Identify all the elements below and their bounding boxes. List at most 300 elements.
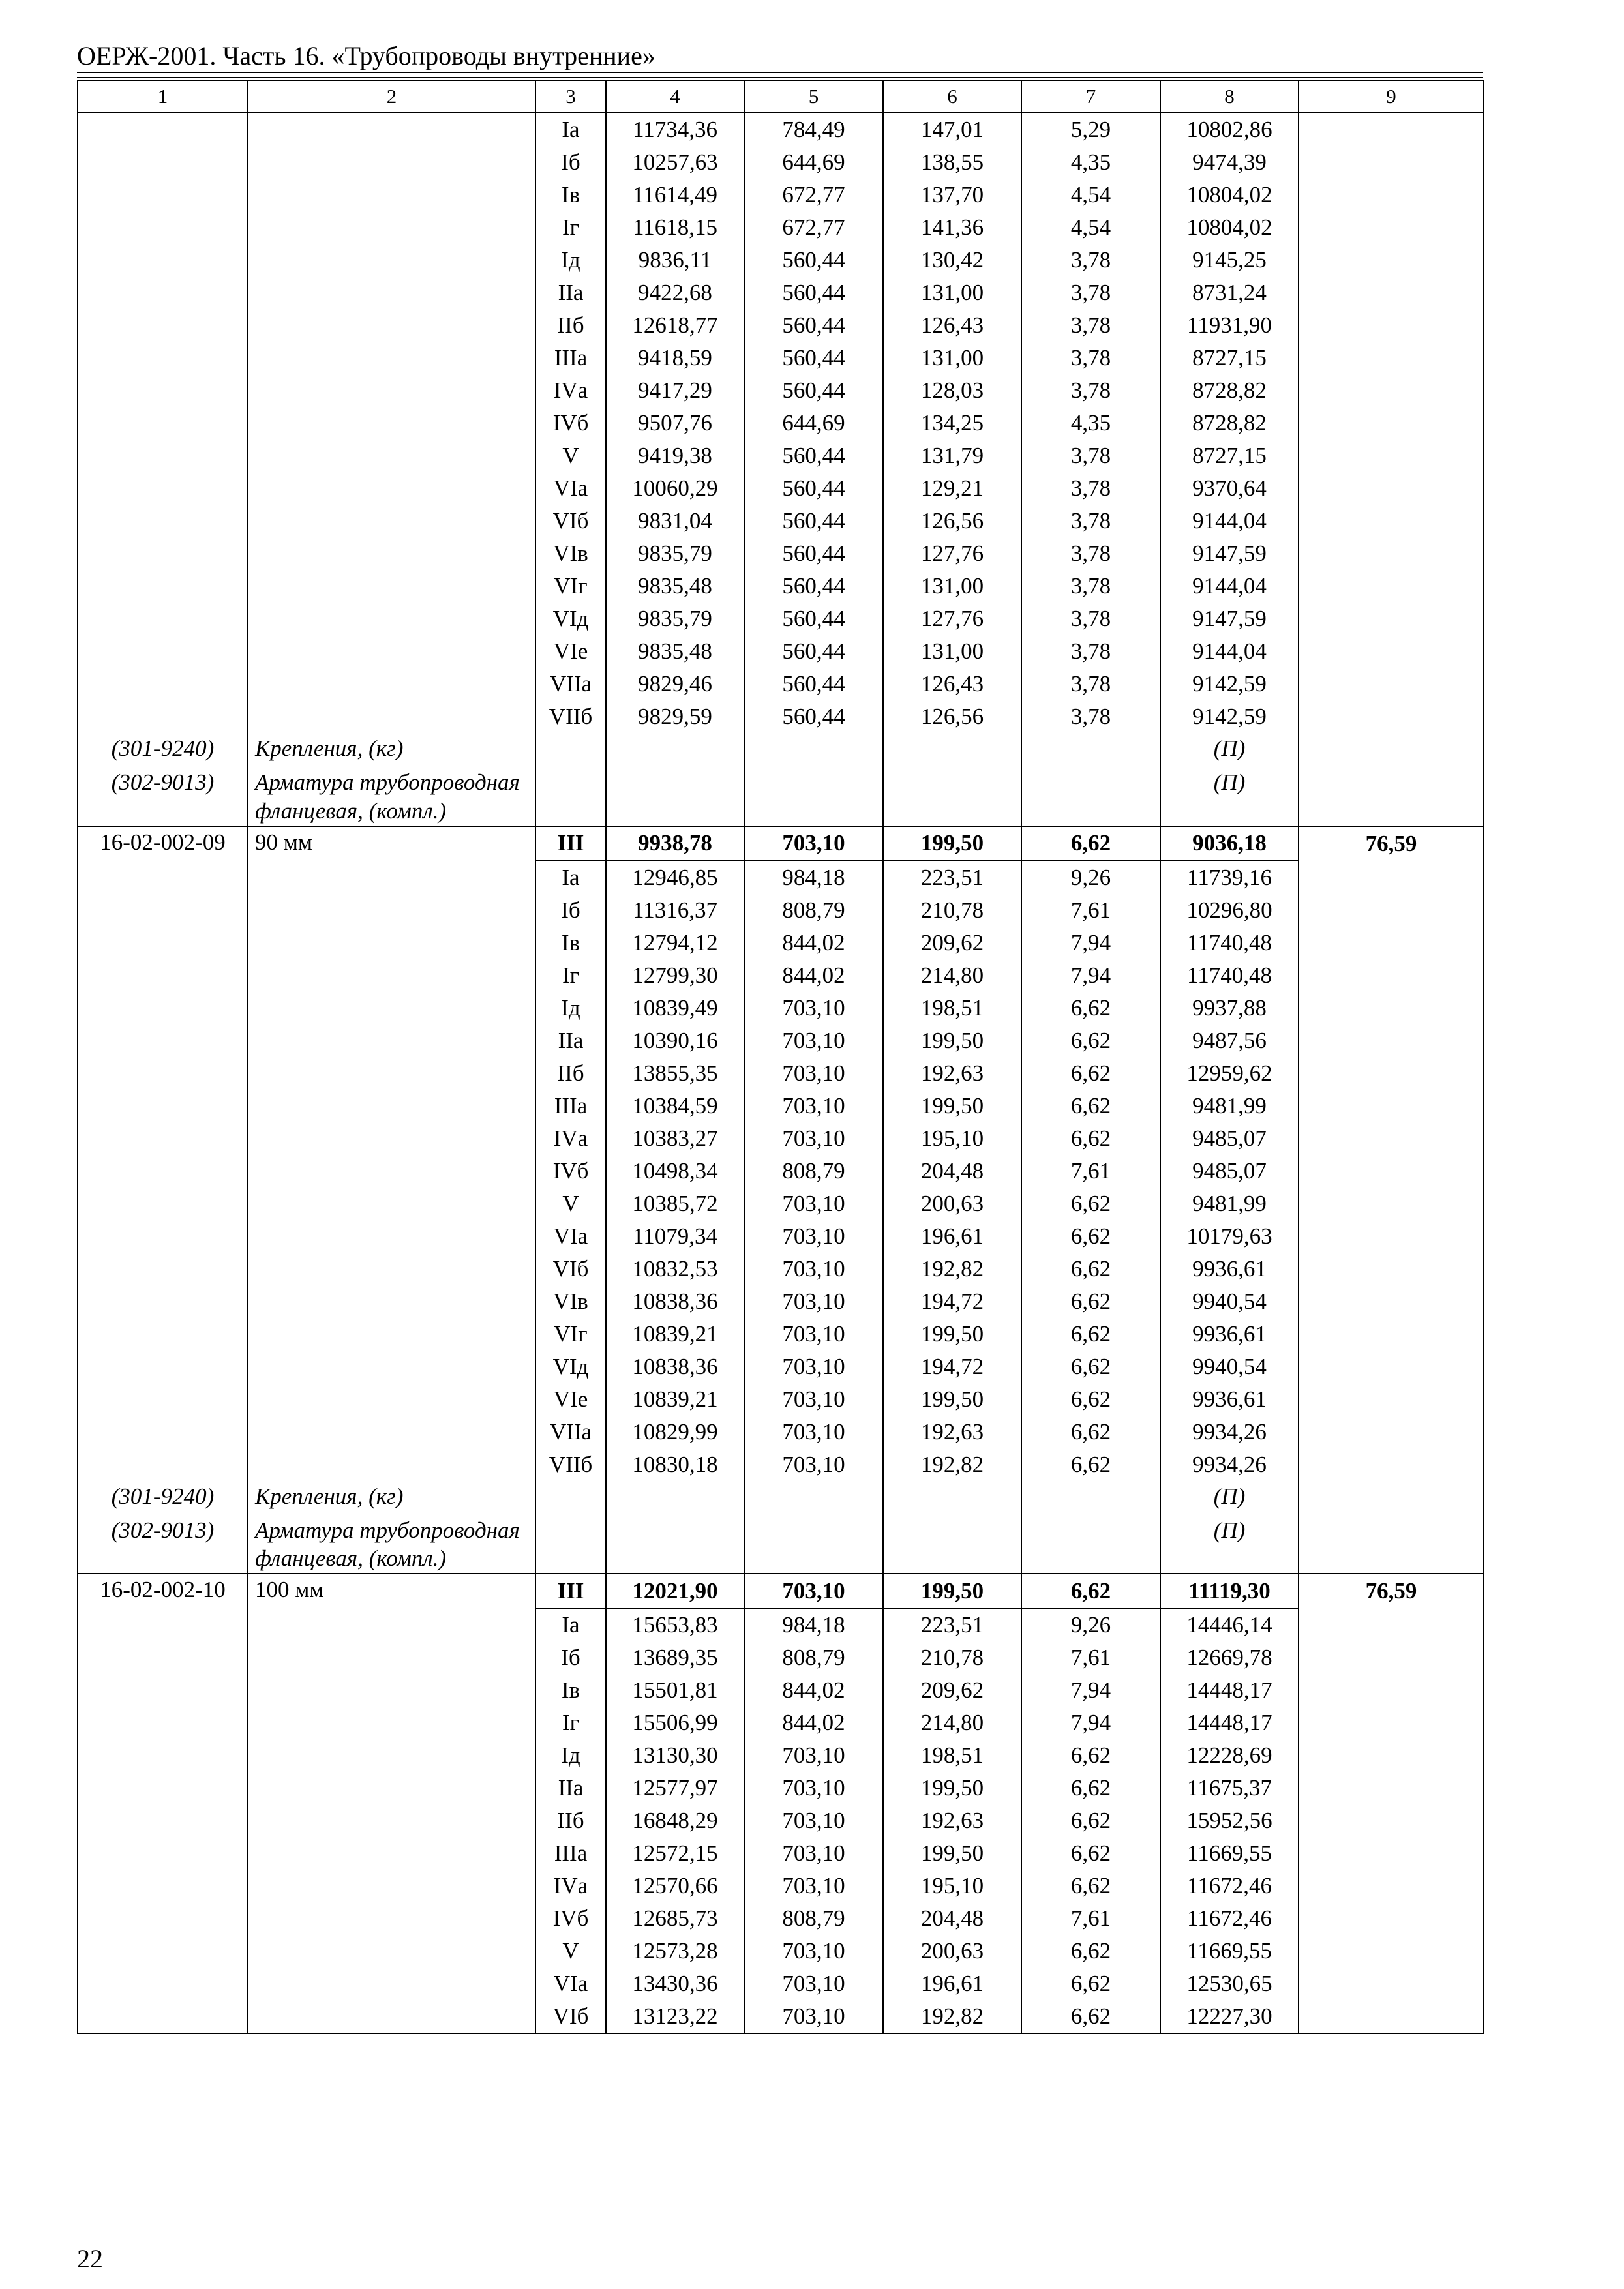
zone-code: VIв bbox=[535, 1285, 606, 1318]
section-code: 16-02-002-10 bbox=[78, 1574, 248, 1608]
total-cost: 15501,81 bbox=[606, 1674, 744, 1707]
total-cost: 10839,21 bbox=[606, 1318, 744, 1351]
column-number: 9 bbox=[1299, 80, 1484, 113]
empty-cell bbox=[78, 472, 248, 505]
machinist-wages: 4,35 bbox=[1021, 146, 1160, 179]
empty-cell bbox=[1299, 1416, 1484, 1448]
empty-cell bbox=[78, 1383, 248, 1416]
zone-code: IIа bbox=[535, 277, 606, 309]
table-row bbox=[78, 1285, 1484, 1318]
empty-cell bbox=[78, 1351, 248, 1383]
wages: 784,49 bbox=[744, 113, 883, 146]
machine-cost: 138,55 bbox=[883, 146, 1021, 179]
machine-cost: 192,82 bbox=[883, 2000, 1021, 2033]
empty-cell bbox=[1299, 211, 1484, 244]
machine-cost: 200,63 bbox=[883, 1188, 1021, 1220]
empty-cell bbox=[248, 505, 535, 537]
empty-cell bbox=[248, 894, 535, 927]
wages: 703,10 bbox=[744, 1285, 883, 1318]
material-cost: 11675,37 bbox=[1160, 1772, 1299, 1804]
wages: 808,79 bbox=[744, 1902, 883, 1935]
resource-mark: (П) bbox=[1160, 1481, 1299, 1515]
empty-cell bbox=[248, 1641, 535, 1674]
table-row bbox=[78, 570, 1484, 603]
empty-cell bbox=[1299, 1220, 1484, 1253]
wages: 703,10 bbox=[744, 1935, 883, 1967]
resource-name: Крепления, (кг) bbox=[248, 733, 535, 767]
machinist-wages: 3,78 bbox=[1021, 374, 1160, 407]
total-cost: 9836,11 bbox=[606, 244, 744, 277]
empty-cell bbox=[78, 1155, 248, 1188]
total-cost: 10838,36 bbox=[606, 1351, 744, 1383]
material-cost: 9142,59 bbox=[1160, 700, 1299, 733]
empty-cell bbox=[248, 1090, 535, 1122]
empty-cell bbox=[78, 861, 248, 894]
machine-cost: 199,50 bbox=[883, 1574, 1021, 1608]
empty-cell bbox=[78, 894, 248, 927]
zone-code: V bbox=[535, 440, 606, 472]
empty-cell bbox=[1299, 146, 1484, 179]
empty-cell bbox=[1299, 1739, 1484, 1772]
resource-name: Арматура трубопроводная фланцевая, (компл.) bbox=[248, 767, 535, 826]
empty-cell bbox=[1299, 309, 1484, 342]
material-cost: 10802,86 bbox=[1160, 113, 1299, 146]
material-cost: 8728,82 bbox=[1160, 374, 1299, 407]
machine-cost: 130,42 bbox=[883, 244, 1021, 277]
machinist-wages: 7,94 bbox=[1021, 959, 1160, 992]
total-cost: 12573,28 bbox=[606, 1935, 744, 1967]
resource-mark: (П) bbox=[1160, 767, 1299, 826]
material-cost: 10179,63 bbox=[1160, 1220, 1299, 1253]
table-row bbox=[78, 211, 1484, 244]
empty-cell bbox=[248, 992, 535, 1025]
empty-cell bbox=[78, 927, 248, 959]
empty-cell bbox=[78, 1608, 248, 1641]
resource-code: (301-9240) bbox=[78, 1481, 248, 1515]
empty-cell bbox=[1299, 733, 1484, 767]
empty-cell bbox=[78, 211, 248, 244]
material-cost: 12530,65 bbox=[1160, 1967, 1299, 2000]
machinist-wages: 6,62 bbox=[1021, 1739, 1160, 1772]
empty-cell bbox=[78, 244, 248, 277]
table-row bbox=[78, 927, 1484, 959]
material-cost: 8727,15 bbox=[1160, 342, 1299, 374]
empty-cell bbox=[78, 992, 248, 1025]
zone-code: III bbox=[535, 826, 606, 861]
zone-code: VIе bbox=[535, 635, 606, 668]
material-cost: 14448,17 bbox=[1160, 1674, 1299, 1707]
zone-code: Iв bbox=[535, 179, 606, 211]
empty-cell bbox=[1299, 407, 1484, 440]
empty-cell bbox=[1299, 1481, 1484, 1515]
wages: 808,79 bbox=[744, 1155, 883, 1188]
material-cost: 12227,30 bbox=[1160, 2000, 1299, 2033]
zone-code: IIа bbox=[535, 1772, 606, 1804]
material-cost: 11669,55 bbox=[1160, 1935, 1299, 1967]
table-row bbox=[78, 1416, 1484, 1448]
empty-cell bbox=[883, 733, 1021, 767]
zone-code: IVб bbox=[535, 1155, 606, 1188]
machinist-wages: 7,61 bbox=[1021, 894, 1160, 927]
table-row bbox=[78, 1057, 1484, 1090]
empty-cell bbox=[248, 700, 535, 733]
material-cost: 11672,46 bbox=[1160, 1902, 1299, 1935]
table-row bbox=[78, 1902, 1484, 1935]
table-row bbox=[78, 537, 1484, 570]
total-cost: 10829,99 bbox=[606, 1416, 744, 1448]
table-row bbox=[78, 1188, 1484, 1220]
empty-cell bbox=[1299, 1351, 1484, 1383]
machine-cost: 204,48 bbox=[883, 1902, 1021, 1935]
empty-cell bbox=[248, 1870, 535, 1902]
total-cost: 15653,83 bbox=[606, 1608, 744, 1641]
wages: 703,10 bbox=[744, 1739, 883, 1772]
wages: 560,44 bbox=[744, 635, 883, 668]
wages: 560,44 bbox=[744, 309, 883, 342]
material-cost: 9937,88 bbox=[1160, 992, 1299, 1025]
machinist-wages: 3,78 bbox=[1021, 277, 1160, 309]
total-cost: 11734,36 bbox=[606, 113, 744, 146]
zone-code: VIг bbox=[535, 570, 606, 603]
empty-cell bbox=[248, 472, 535, 505]
wages: 703,10 bbox=[744, 1057, 883, 1090]
empty-cell bbox=[1299, 179, 1484, 211]
empty-cell bbox=[1299, 1057, 1484, 1090]
total-cost: 9417,29 bbox=[606, 374, 744, 407]
empty-cell bbox=[1299, 1253, 1484, 1285]
wages: 808,79 bbox=[744, 1641, 883, 1674]
wages: 560,44 bbox=[744, 277, 883, 309]
machine-cost: 198,51 bbox=[883, 1739, 1021, 1772]
machinist-wages: 3,78 bbox=[1021, 570, 1160, 603]
zone-code: Iб bbox=[535, 1641, 606, 1674]
column-number: 8 bbox=[1160, 80, 1299, 113]
total-cost: 10839,21 bbox=[606, 1383, 744, 1416]
machine-cost: 127,76 bbox=[883, 603, 1021, 635]
table-row bbox=[78, 374, 1484, 407]
material-cost: 14446,14 bbox=[1160, 1608, 1299, 1641]
total-cost: 10830,18 bbox=[606, 1448, 744, 1481]
empty-cell bbox=[78, 1739, 248, 1772]
empty-cell bbox=[744, 767, 883, 826]
wages: 984,18 bbox=[744, 861, 883, 894]
table-row bbox=[78, 1090, 1484, 1122]
empty-cell bbox=[1021, 1515, 1160, 1574]
wages: 560,44 bbox=[744, 472, 883, 505]
total-cost: 10390,16 bbox=[606, 1025, 744, 1057]
machinist-wages: 6,62 bbox=[1021, 1870, 1160, 1902]
machinist-wages: 6,62 bbox=[1021, 1057, 1160, 1090]
material-cost: 10296,80 bbox=[1160, 894, 1299, 927]
empty-cell bbox=[248, 927, 535, 959]
wages: 703,10 bbox=[744, 1837, 883, 1870]
wages: 703,10 bbox=[744, 1318, 883, 1351]
column-number: 3 bbox=[535, 80, 606, 113]
empty-cell bbox=[248, 1057, 535, 1090]
wages: 703,10 bbox=[744, 1122, 883, 1155]
machinist-wages: 3,78 bbox=[1021, 472, 1160, 505]
resource-mark: (П) bbox=[1160, 1515, 1299, 1574]
total-cost: 10838,36 bbox=[606, 1285, 744, 1318]
total-cost: 11316,37 bbox=[606, 894, 744, 927]
machine-cost: 223,51 bbox=[883, 861, 1021, 894]
empty-cell bbox=[248, 668, 535, 700]
empty-cell bbox=[1299, 1804, 1484, 1837]
empty-cell bbox=[248, 1285, 535, 1318]
machine-cost: 195,10 bbox=[883, 1870, 1021, 1902]
table-row bbox=[78, 1318, 1484, 1351]
empty-cell bbox=[78, 1416, 248, 1448]
material-cost: 9142,59 bbox=[1160, 668, 1299, 700]
total-cost: 15506,99 bbox=[606, 1707, 744, 1739]
material-cost: 12959,62 bbox=[1160, 1057, 1299, 1090]
zone-code: IIа bbox=[535, 1025, 606, 1057]
machinist-wages: 7,94 bbox=[1021, 1674, 1160, 1707]
machinist-wages: 6,62 bbox=[1021, 1574, 1160, 1608]
column-number-row bbox=[78, 80, 1484, 113]
material-cost: 9145,25 bbox=[1160, 244, 1299, 277]
empty-cell bbox=[1299, 570, 1484, 603]
table-row bbox=[78, 1122, 1484, 1155]
empty-cell bbox=[1299, 472, 1484, 505]
material-cost: 8727,15 bbox=[1160, 440, 1299, 472]
zone-code: V bbox=[535, 1188, 606, 1220]
empty-cell bbox=[78, 1122, 248, 1155]
empty-cell bbox=[248, 211, 535, 244]
empty-cell bbox=[248, 1902, 535, 1935]
column-number: 5 bbox=[744, 80, 883, 113]
empty-cell bbox=[1299, 1448, 1484, 1481]
empty-cell bbox=[248, 1448, 535, 1481]
machinist-wages: 6,62 bbox=[1021, 1416, 1160, 1448]
total-cost: 12946,85 bbox=[606, 861, 744, 894]
machinist-wages: 4,54 bbox=[1021, 179, 1160, 211]
wages: 844,02 bbox=[744, 1674, 883, 1707]
machine-cost: 128,03 bbox=[883, 374, 1021, 407]
empty-cell bbox=[1299, 244, 1484, 277]
table-row bbox=[78, 1220, 1484, 1253]
column-number: 6 bbox=[883, 80, 1021, 113]
material-cost: 9936,61 bbox=[1160, 1318, 1299, 1351]
machine-cost: 194,72 bbox=[883, 1351, 1021, 1383]
material-cost: 8731,24 bbox=[1160, 277, 1299, 309]
machine-cost: 199,50 bbox=[883, 1318, 1021, 1351]
section-main-row bbox=[78, 826, 1484, 861]
machine-cost: 198,51 bbox=[883, 992, 1021, 1025]
wages: 672,77 bbox=[744, 179, 883, 211]
machinist-wages: 6,62 bbox=[1021, 1025, 1160, 1057]
table-row bbox=[78, 1155, 1484, 1188]
zone-code: VIIб bbox=[535, 1448, 606, 1481]
resource-mark: (П) bbox=[1160, 733, 1299, 767]
machinist-wages: 3,78 bbox=[1021, 244, 1160, 277]
machinist-wages: 7,94 bbox=[1021, 1707, 1160, 1739]
machinist-wages: 7,61 bbox=[1021, 1902, 1160, 1935]
total-cost: 9418,59 bbox=[606, 342, 744, 374]
empty-cell bbox=[1299, 505, 1484, 537]
total-cost: 10257,63 bbox=[606, 146, 744, 179]
empty-cell bbox=[248, 1967, 535, 2000]
machine-cost: 199,50 bbox=[883, 1772, 1021, 1804]
machinist-wages: 3,78 bbox=[1021, 537, 1160, 570]
table-row bbox=[78, 1383, 1484, 1416]
empty-cell bbox=[248, 1837, 535, 1870]
zone-code: IVа bbox=[535, 374, 606, 407]
zone-code: Iд bbox=[535, 992, 606, 1025]
table-row bbox=[78, 1641, 1484, 1674]
empty-cell bbox=[248, 277, 535, 309]
empty-cell bbox=[1299, 668, 1484, 700]
empty-cell bbox=[248, 1772, 535, 1804]
machinist-wages: 6,62 bbox=[1021, 992, 1160, 1025]
empty-cell bbox=[744, 733, 883, 767]
material-cost: 8728,82 bbox=[1160, 407, 1299, 440]
zone-code: Iг bbox=[535, 1707, 606, 1739]
table-row bbox=[78, 1739, 1484, 1772]
wages: 703,10 bbox=[744, 1383, 883, 1416]
wages: 703,10 bbox=[744, 1772, 883, 1804]
empty-cell bbox=[1299, 2000, 1484, 2033]
machinist-wages: 7,61 bbox=[1021, 1641, 1160, 1674]
zone-code: IIIа bbox=[535, 1090, 606, 1122]
material-cost: 9485,07 bbox=[1160, 1155, 1299, 1188]
section-name: 100 мм bbox=[248, 1574, 535, 1608]
table-row bbox=[78, 309, 1484, 342]
empty-cell bbox=[1299, 1122, 1484, 1155]
machine-cost: 199,50 bbox=[883, 1837, 1021, 1870]
material-cost: 10804,02 bbox=[1160, 179, 1299, 211]
machine-cost: 200,63 bbox=[883, 1935, 1021, 1967]
table-row bbox=[78, 1870, 1484, 1902]
zone-code: Iв bbox=[535, 927, 606, 959]
material-cost: 9036,18 bbox=[1160, 826, 1299, 861]
total-cost: 13130,30 bbox=[606, 1739, 744, 1772]
table-row bbox=[78, 1025, 1484, 1057]
empty-cell bbox=[78, 1220, 248, 1253]
empty-cell bbox=[248, 1739, 535, 1772]
empty-cell bbox=[78, 1448, 248, 1481]
empty-cell bbox=[1299, 1608, 1484, 1641]
empty-cell bbox=[883, 1515, 1021, 1574]
total-cost: 10839,49 bbox=[606, 992, 744, 1025]
empty-cell bbox=[883, 767, 1021, 826]
machinist-wages: 6,62 bbox=[1021, 826, 1160, 861]
empty-cell bbox=[78, 113, 248, 146]
machinist-wages: 3,78 bbox=[1021, 700, 1160, 733]
machine-cost: 192,63 bbox=[883, 1804, 1021, 1837]
machine-cost: 131,00 bbox=[883, 570, 1021, 603]
empty-cell bbox=[606, 767, 744, 826]
machinist-wages: 6,62 bbox=[1021, 1090, 1160, 1122]
machine-cost: 199,50 bbox=[883, 1090, 1021, 1122]
table-row bbox=[78, 146, 1484, 179]
empty-cell bbox=[1299, 927, 1484, 959]
machine-cost: 127,76 bbox=[883, 537, 1021, 570]
material-cost: 12669,78 bbox=[1160, 1641, 1299, 1674]
wages: 703,10 bbox=[744, 1416, 883, 1448]
wages: 703,10 bbox=[744, 1220, 883, 1253]
material-cost: 9481,99 bbox=[1160, 1090, 1299, 1122]
table-row bbox=[78, 992, 1484, 1025]
total-cost: 13123,22 bbox=[606, 2000, 744, 2033]
labor-hours: 76,59 bbox=[1299, 1574, 1484, 1608]
empty-cell bbox=[248, 113, 535, 146]
total-cost: 10498,34 bbox=[606, 1155, 744, 1188]
table-row bbox=[78, 959, 1484, 992]
machinist-wages: 6,62 bbox=[1021, 1804, 1160, 1837]
empty-cell bbox=[248, 244, 535, 277]
machine-cost: 223,51 bbox=[883, 1608, 1021, 1641]
empty-cell bbox=[1299, 374, 1484, 407]
machine-cost: 209,62 bbox=[883, 927, 1021, 959]
empty-cell bbox=[1021, 1481, 1160, 1515]
machine-cost: 195,10 bbox=[883, 1122, 1021, 1155]
wages: 808,79 bbox=[744, 894, 883, 927]
empty-cell bbox=[78, 505, 248, 537]
wages: 560,44 bbox=[744, 700, 883, 733]
table-row bbox=[78, 1772, 1484, 1804]
empty-cell bbox=[248, 179, 535, 211]
empty-cell bbox=[248, 1253, 535, 1285]
empty-cell bbox=[1299, 1674, 1484, 1707]
table-row bbox=[78, 1351, 1484, 1383]
machine-cost: 126,56 bbox=[883, 700, 1021, 733]
wages: 560,44 bbox=[744, 570, 883, 603]
table-row bbox=[78, 603, 1484, 635]
empty-cell bbox=[78, 1707, 248, 1739]
machine-cost: 131,79 bbox=[883, 440, 1021, 472]
empty-cell bbox=[744, 1515, 883, 1574]
machinist-wages: 6,62 bbox=[1021, 1220, 1160, 1253]
section-name: 90 мм bbox=[248, 826, 535, 861]
resource-name: Арматура трубопроводная фланцевая, (компл.) bbox=[248, 1515, 535, 1574]
machinist-wages: 6,62 bbox=[1021, 1285, 1160, 1318]
empty-cell bbox=[248, 1804, 535, 1837]
wages: 560,44 bbox=[744, 244, 883, 277]
total-cost: 12021,90 bbox=[606, 1574, 744, 1608]
machine-cost: 210,78 bbox=[883, 894, 1021, 927]
wages: 644,69 bbox=[744, 146, 883, 179]
page-header-title: ОЕРЖ-2001. Часть 16. «Трубопроводы внутренние» bbox=[77, 41, 655, 70]
empty-cell bbox=[248, 309, 535, 342]
empty-cell bbox=[1299, 959, 1484, 992]
table-row bbox=[78, 2000, 1484, 2033]
empty-cell bbox=[1299, 1318, 1484, 1351]
machine-cost: 194,72 bbox=[883, 1285, 1021, 1318]
empty-cell bbox=[248, 570, 535, 603]
empty-cell bbox=[78, 1057, 248, 1090]
empty-cell bbox=[744, 1481, 883, 1515]
empty-cell bbox=[1299, 1870, 1484, 1902]
machinist-wages: 6,62 bbox=[1021, 1772, 1160, 1804]
table-row bbox=[78, 342, 1484, 374]
zone-code: VIа bbox=[535, 1220, 606, 1253]
empty-cell bbox=[535, 767, 606, 826]
wages: 644,69 bbox=[744, 407, 883, 440]
material-cost: 9144,04 bbox=[1160, 505, 1299, 537]
empty-cell bbox=[1299, 992, 1484, 1025]
empty-cell bbox=[1299, 113, 1484, 146]
resource-code: (301-9240) bbox=[78, 733, 248, 767]
empty-cell bbox=[78, 635, 248, 668]
machine-cost: 192,82 bbox=[883, 1448, 1021, 1481]
zone-code: VIг bbox=[535, 1318, 606, 1351]
material-cost: 10804,02 bbox=[1160, 211, 1299, 244]
empty-cell bbox=[1299, 635, 1484, 668]
empty-cell bbox=[78, 1025, 248, 1057]
total-cost: 9835,79 bbox=[606, 603, 744, 635]
empty-cell bbox=[78, 1285, 248, 1318]
